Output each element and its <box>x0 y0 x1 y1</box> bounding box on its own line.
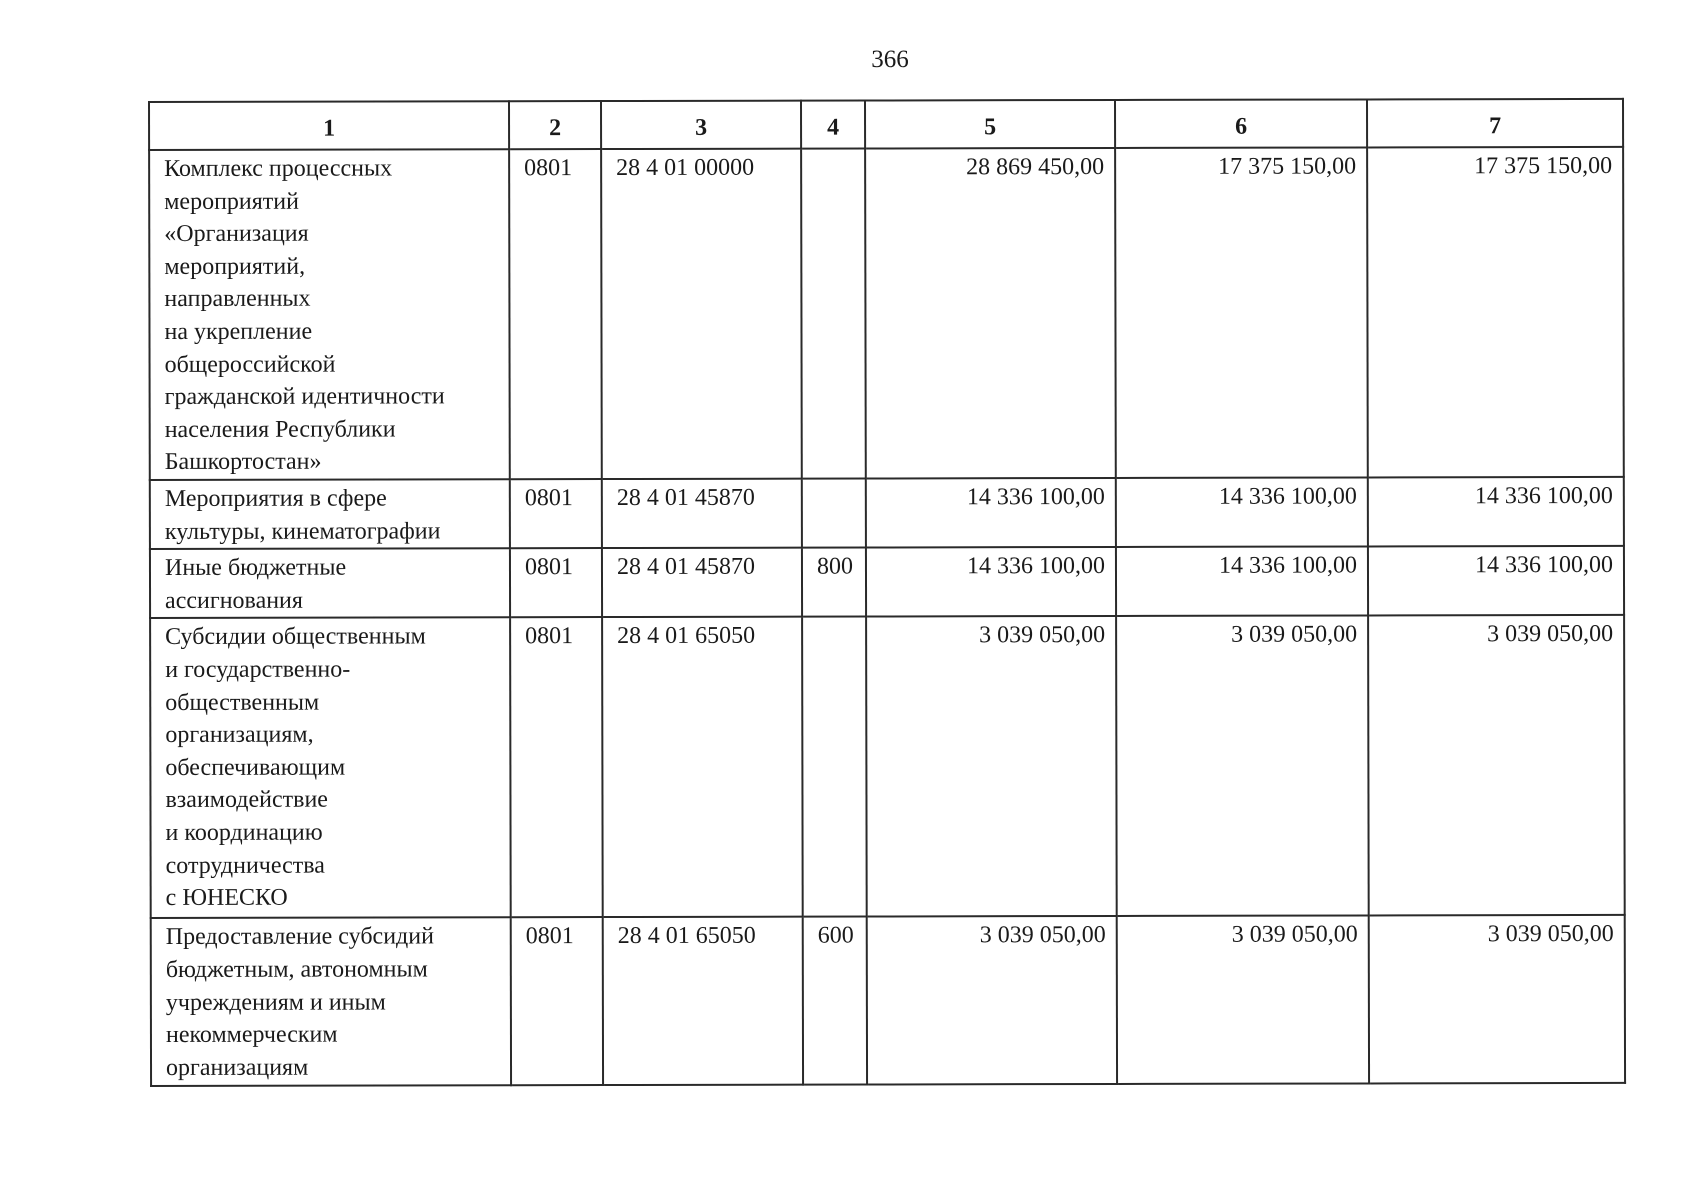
row-name: Мероприятия в сфере культуры, кинематографии <box>150 479 510 549</box>
row-amount-6: 14 336 100,00 <box>1116 477 1368 547</box>
row-amount-5: 3 039 050,00 <box>866 616 1117 917</box>
row-amount-6: 17 375 150,00 <box>1115 147 1368 478</box>
header-col-3: 3 <box>601 101 801 149</box>
row-section-code: 0801 <box>509 149 602 479</box>
row-target-code: 28 4 01 65050 <box>602 617 803 917</box>
row-type-code: 800 <box>802 548 866 617</box>
row-name: Субсидии общественным и государственно- общественным организациям, обеспечивающим взаимодействие и координацию сотрудничества с ЮНЕСКО <box>150 618 511 919</box>
row-amount-5: 14 336 100,00 <box>866 547 1116 617</box>
header-col-6: 6 <box>1115 99 1367 148</box>
row-type-code: 600 <box>803 917 867 1085</box>
row-target-code: 28 4 01 00000 <box>601 149 802 479</box>
header-col-7: 7 <box>1367 99 1623 148</box>
row-type-code <box>802 478 866 547</box>
header-col-2: 2 <box>509 101 601 149</box>
row-name: Предоставление субсидий бюджетным, автономным учреждениям и иным некоммерческим организациям <box>151 918 511 1087</box>
header-row <box>149 99 1623 150</box>
row-amount-5: 28 869 450,00 <box>865 148 1116 479</box>
row-amount-7: 17 375 150,00 <box>1367 147 1624 478</box>
row-amount-7: 3 039 050,00 <box>1368 615 1625 916</box>
row-section-code: 0801 <box>510 617 603 917</box>
row-target-code: 28 4 01 45870 <box>602 479 802 549</box>
table-row <box>151 915 1625 1086</box>
row-target-code: 28 4 01 45870 <box>602 548 802 618</box>
row-amount-7: 14 336 100,00 <box>1368 546 1624 616</box>
row-target-code: 28 4 01 65050 <box>603 917 803 1085</box>
table-row <box>150 615 1625 918</box>
row-section-code: 0801 <box>510 479 602 548</box>
row-amount-7: 14 336 100,00 <box>1368 477 1624 547</box>
table-row <box>150 477 1624 549</box>
header-col-5: 5 <box>865 100 1115 149</box>
row-amount-6: 14 336 100,00 <box>1116 547 1368 617</box>
row-type-code <box>801 148 866 478</box>
row-section-code: 0801 <box>511 917 603 1085</box>
row-section-code: 0801 <box>510 548 602 617</box>
row-name: Иные бюджетные ассигнования <box>150 548 510 618</box>
table-row <box>149 147 1624 480</box>
table-row <box>150 546 1624 618</box>
row-type-code <box>802 617 867 917</box>
row-amount-5: 3 039 050,00 <box>867 916 1117 1085</box>
header-col-1: 1 <box>149 101 509 150</box>
row-amount-6: 3 039 050,00 <box>1117 916 1369 1085</box>
row-amount-7: 3 039 050,00 <box>1369 915 1625 1084</box>
row-name: Комплекс процессных мероприятий «Организация мероприятий, направленных на укрепление общероссийской гражданской идентичности населения Республики Башкортостан» <box>149 149 510 480</box>
page-number: 366 <box>871 46 909 73</box>
budget-table <box>148 98 1626 1087</box>
header-col-4: 4 <box>801 100 865 148</box>
row-amount-6: 3 039 050,00 <box>1116 616 1369 917</box>
row-amount-5: 14 336 100,00 <box>866 478 1116 548</box>
